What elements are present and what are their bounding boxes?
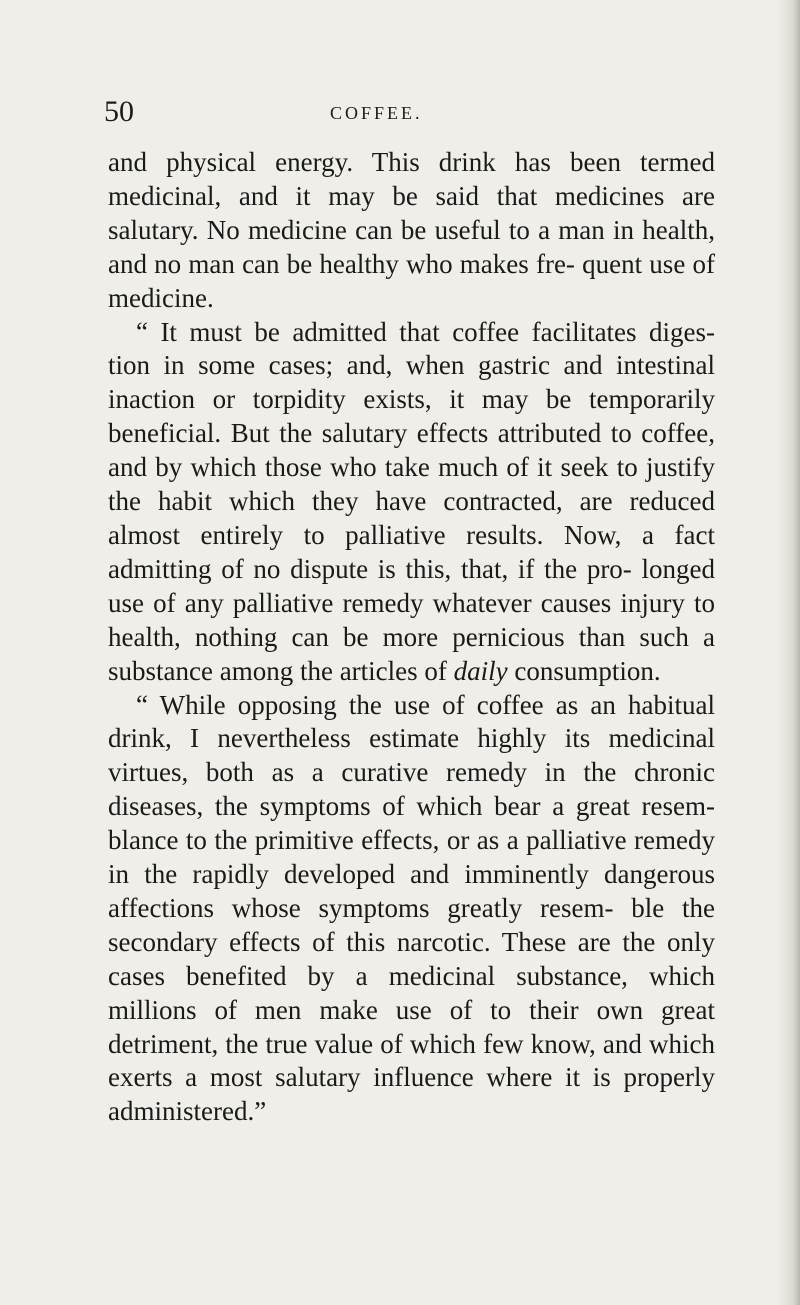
paragraph-1 (108, 146, 715, 316)
paragraph-3-text: “ While opposing the use of coffee as an habitual drink, I nevertheless estimate highly its medicinal virtues, both as a curative remedy in the chronic diseases, the symptoms of which bear a great resem- blance to the primitive effects, or as a palliative remedy in the rapidly developed and imminently dangerous affections whose symptoms greatly resem- ble the secondary effects of this narcotic. These are the only cases benefited by a medicinal substance, which millions of men make use of to their own great detriment, the true value of which few know, and which exerts a most salutary influence where it is properly administered.” (108, 689, 715, 1127)
paragraph-2 (108, 316, 715, 689)
paragraph-2-emphasis: daily (453, 655, 508, 686)
page-edge-shadow (778, 0, 800, 1305)
page-number: 50 (104, 95, 134, 128)
paragraph-3 (108, 689, 715, 1130)
body-text (108, 146, 715, 1129)
paragraph-1-text: and physical energy. This drink has been termed medicinal, and it may be said that medicines are salutary. No medicine can be useful to a man in health, and no man can be healthy who makes fre- quent use of medicine. (108, 147, 715, 313)
paragraph-2-text-after: consumption. (514, 655, 661, 686)
paragraph-2-text: “ It must be admitted that coffee facilitates diges- tion in some cases; and, when gastric and intestinal inaction or torpidity exists, it may be temporarily beneficial. But the salutary effects attributed to coffee, and by which those who take much of it seek to justify the habit which they have contracted, are reduced almost entirely to palliative results. Now, a fact admitting of no dispute is this, that, if the pro- longed use of any palliative remedy whatever causes injury to health, nothing can be more pernicious than such a substance among the articles of (108, 316, 715, 686)
running-head: COFFEE. (330, 103, 423, 123)
page-header (104, 92, 704, 132)
